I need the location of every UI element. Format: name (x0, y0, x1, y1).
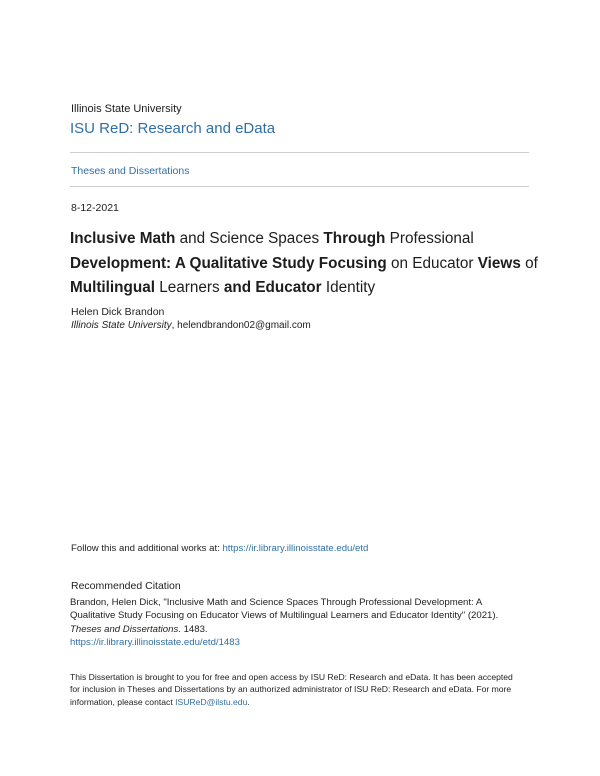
citation-block (70, 596, 540, 650)
repository-link[interactable]: ISU ReD: Research and eData (70, 120, 276, 137)
notice-line-2: for inclusion in Theses and Dissertations by an authorized administrator of ISU ReD: Research and eData. For more (70, 684, 512, 695)
title-segment: Learners (154, 279, 224, 296)
title-segment: of (520, 254, 538, 272)
author-affiliation (71, 320, 311, 331)
recommended-citation-heading: Recommended Citation (71, 580, 181, 592)
title-segment: Views (477, 254, 521, 272)
follow-link[interactable]: https://ir.library.illinoisstate.edu/etd (222, 543, 369, 554)
citation-line-1: Brandon, Helen Dick, "Inclusive Math and Science Spaces Through Professional Development: A (70, 597, 483, 608)
title-line-3 (70, 279, 375, 296)
title-segment: on Educator (386, 254, 478, 272)
title-segment: Development: A Qualitative Study Focusing (70, 254, 387, 272)
title-segment: Inclusive Math (70, 230, 176, 247)
follow-text: Follow this and additional works at: (71, 543, 223, 554)
citation-link[interactable]: https://ir.library.illinoisstate.edu/etd/1483 (70, 637, 240, 649)
citation-series: Theses and Dissertations (70, 623, 179, 635)
author-name: Helen Dick Brandon (71, 306, 165, 318)
notice-line-3-prefix: information, please contact (70, 696, 176, 707)
title-segment: Professional (385, 230, 474, 247)
follow-line (71, 543, 368, 554)
title-segment: Through (323, 230, 386, 247)
citation-series-suffix: . 1483. (178, 623, 208, 635)
title-line-1 (70, 230, 474, 247)
title-line-2 (70, 255, 538, 272)
title-segment: and (223, 279, 252, 296)
title-segment: Identity (321, 279, 376, 296)
divider-top (70, 152, 529, 153)
notice-line-3-suffix: . (247, 696, 250, 707)
author-email: , helendbrandon02@gmail.com (171, 320, 311, 331)
access-notice (70, 671, 530, 708)
publication-date: 8-12-2021 (71, 202, 119, 214)
document-title (70, 227, 540, 301)
divider-bottom (70, 186, 529, 187)
title-segment: and Science Spaces (175, 230, 324, 247)
university-name: Illinois State University (71, 103, 182, 115)
notice-line-1: This Dissertation is brought to you for free and open access by ISU ReD: Research and eData. It has been accepted (70, 672, 513, 682)
title-segment: Educator (255, 279, 322, 296)
affiliation-institution: Illinois State University (71, 320, 172, 331)
citation-line-2: Qualitative Study Focusing on Educator Views of Multilingual Learners and Educator Identity" (2021). (70, 610, 499, 622)
title-segment: Multilingual (70, 279, 155, 296)
series-link[interactable]: Theses and Dissertations (71, 165, 190, 177)
contact-email-link[interactable]: ISUReD@ilstu.edu (175, 696, 248, 707)
